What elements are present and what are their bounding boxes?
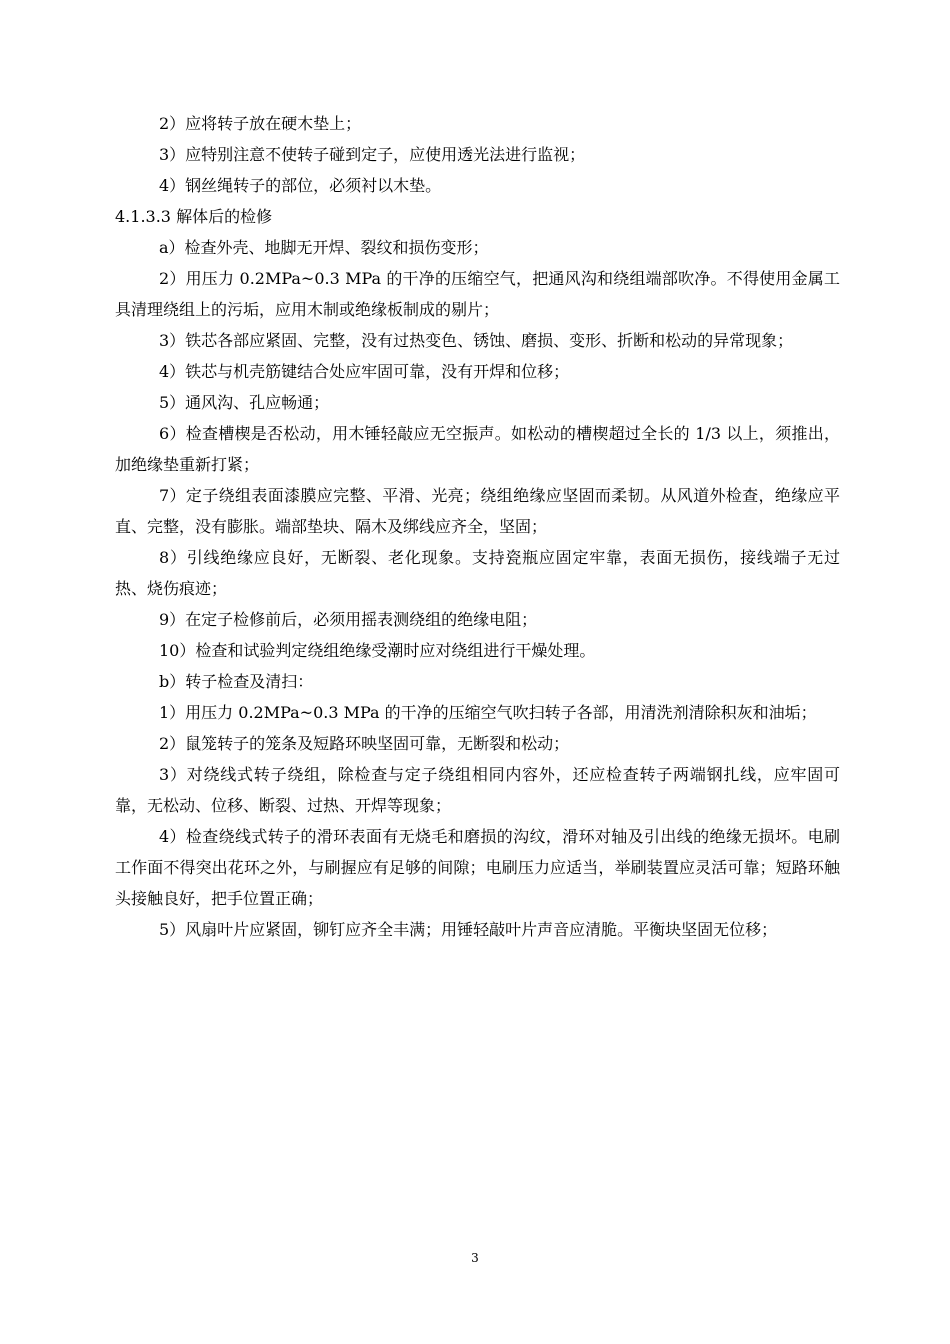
section-heading: 4.1.3.3 解体后的检修 bbox=[115, 207, 273, 226]
paragraph-12: 8）引线绝缘应良好，无断裂、老化现象。支持瓷瓶应固定牢靠，表面无损伤，接线端子无过热、烧伤痕迹； bbox=[115, 548, 840, 598]
paragraph-13: 9）在定子检修前后，必须用摇表测绕组的绝缘电阻； bbox=[159, 610, 538, 629]
paragraph-20: 5）风扇叶片应紧固，铆钉应齐全丰满；用锤轻敲叶片声音应清脆。平衡块坚固无位移； bbox=[159, 920, 778, 939]
paragraph-6: 2）用压力 0.2MPa~0.3 MPa 的干净的压缩空气，把通风沟和绕组端部吹净。不得使用金属工具清理绕组上的污垢，应用木制或绝缘板制成的剔片； bbox=[115, 269, 840, 319]
paragraph-16: 1）用压力 0.2MPa~0.3 MPa 的干净的压缩空气吹扫转子各部，用清洗剂清除积灰和油垢； bbox=[159, 703, 817, 722]
paragraph-7: 3）铁芯各部应紧固、完整，没有过热变色、锈蚀、磨损、变形、折断和松动的异常现象； bbox=[159, 331, 794, 350]
paragraph-18: 3）对绕线式转子绕组，除检查与定子绕组相同内容外，还应检查转子两端钢扎线，应牢固可靠，无松动、位移、断裂、过热、开焊等现象； bbox=[115, 765, 840, 815]
paragraph-10: 6）检查槽楔是否松动，用木锤轻敲应无空振声。如松动的槽楔超过全长的 1/3 以上，须推出，加绝缘垫重新打紧； bbox=[115, 424, 840, 474]
paragraph-11: 7）定子绕组表面漆膜应完整、平滑、光亮；绕组绝缘应坚固而柔韧。从风道外检查，绝缘应平直、完整，没有膨胀。端部垫块、隔木及绑线应齐全，坚固； bbox=[115, 486, 840, 536]
paragraph-9: 5）通风沟、孔应畅通； bbox=[159, 393, 330, 412]
document-body bbox=[115, 108, 840, 945]
paragraph-1: 2）应将转子放在硬木垫上； bbox=[159, 114, 362, 133]
paragraph-8: 4）铁芯与机壳筋键结合处应牢固可靠，没有开焊和位移； bbox=[159, 362, 570, 381]
page-number: 3 bbox=[471, 1251, 479, 1265]
paragraph-19: 4）检查绕线式转子的滑环表面有无烧毛和磨损的沟纹，滑环对轴及引出线的绝缘无损坏。电刷工作面不得突出花环之外，与刷握应有足够的间隙；电刷压力应适当，举刷装置应灵活可靠；短路环触头接触良好，把手位置正确； bbox=[115, 827, 840, 908]
paragraph-3: 4）钢丝绳转子的部位，必须衬以木垫。 bbox=[159, 176, 442, 195]
paragraph-5: a）检查外壳、地脚无开焊、裂纹和损伤变形； bbox=[159, 238, 489, 257]
paragraph-17: 2）鼠笼转子的笼条及短路环映坚固可靠，无断裂和松动； bbox=[159, 734, 570, 753]
paragraph-15: b）转子检查及清扫： bbox=[159, 672, 314, 691]
paragraph-2: 3）应特别注意不使转子碰到定子，应使用透光法进行监视； bbox=[159, 145, 586, 164]
paragraph-14: 10）检查和试验判定绕组绝缘受潮时应对绕组进行干燥处理。 bbox=[159, 641, 596, 660]
